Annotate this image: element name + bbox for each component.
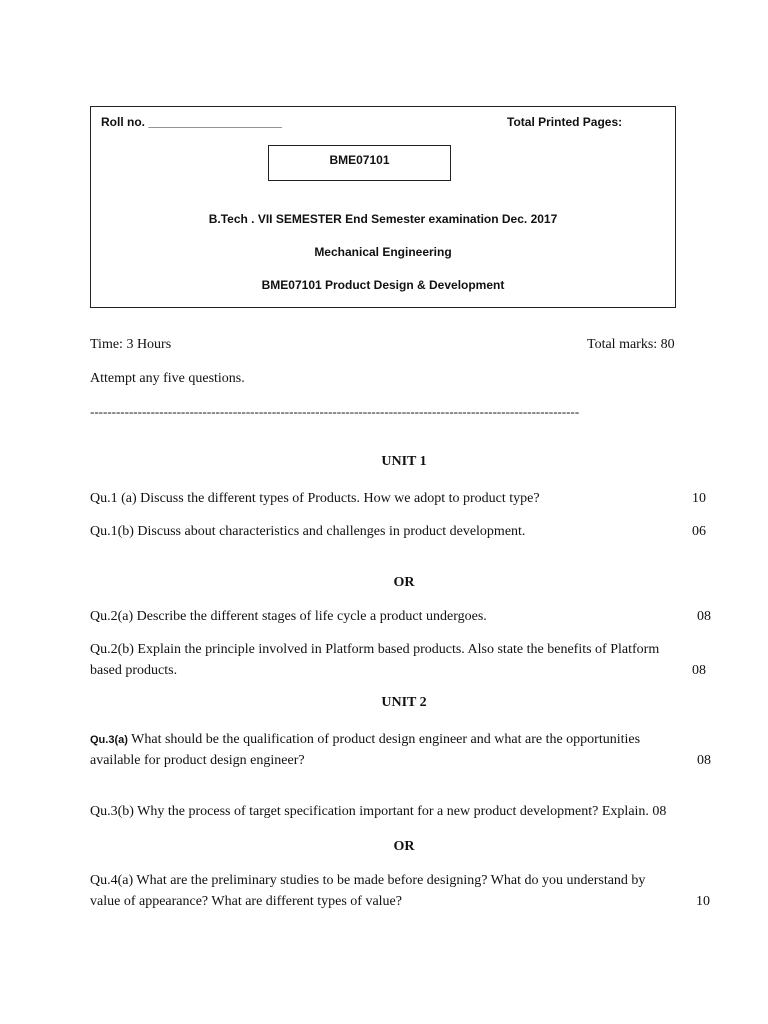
question-2a: Qu.2(a) Describe the different stages of life cycle a product undergoes. — [90, 609, 487, 624]
unit-2-heading: UNIT 2 — [381, 695, 427, 710]
divider-line: ----------------------------------------------------------------------------------------------------------------- — [90, 404, 580, 419]
roll-number-field: Roll no. ____________________ — [101, 115, 282, 129]
question-2b-marks: 08 — [692, 663, 706, 678]
question-3b: Qu.3(b) Why the process of target specification important for a new product development? Explain. 08 — [90, 804, 667, 819]
question-3a-line-1 — [90, 729, 640, 751]
question-3a-text: What should be the qualification of product design engineer and what are the opportunities — [127, 732, 641, 747]
question-4a-marks: 10 — [696, 894, 710, 909]
question-3a-line-2: available for product design engineer? — [90, 753, 305, 768]
exam-header-box — [90, 106, 676, 308]
question-1a-marks: 10 — [692, 491, 706, 506]
question-3a-label: Qu.3(a) — [90, 734, 128, 746]
exam-time: Time: 3 Hours — [90, 337, 172, 352]
instruction: Attempt any five questions. — [90, 371, 245, 386]
or-separator-1: OR — [393, 575, 415, 590]
question-3a-marks: 08 — [697, 753, 711, 768]
question-2b-line-2: based products. — [90, 663, 178, 678]
total-marks: Total marks: 80 — [587, 337, 675, 352]
subject-line: BME07101 Product Design & Development — [261, 278, 505, 292]
branch-line: Mechanical Engineering — [314, 245, 452, 259]
unit-1-heading: UNIT 1 — [381, 454, 427, 469]
question-1a: Qu.1 (a) Discuss the different types of Products. How we adopt to product type? — [90, 491, 540, 506]
question-4a-line-1: Qu.4(a) What are the preliminary studies to be made before designing? What do you understand by — [90, 873, 646, 888]
course-code: BME07101 — [329, 153, 390, 167]
question-2a-marks: 08 — [697, 609, 711, 624]
or-separator-2: OR — [393, 839, 415, 854]
course-code-box — [268, 145, 451, 181]
question-2b-line-1: Qu.2(b) Explain the principle involved in Platform based products. Also state the benefits of Platform — [90, 642, 660, 657]
total-printed-pages: Total Printed Pages: — [507, 115, 623, 129]
exam-line: B.Tech . VII SEMESTER End Semester examination Dec. 2017 — [208, 212, 558, 226]
question-4a-line-2: value of appearance? What are different types of value? — [90, 894, 402, 909]
question-1b: Qu.1(b) Discuss about characteristics and challenges in product development. — [90, 524, 526, 539]
question-1b-marks: 06 — [692, 524, 706, 539]
